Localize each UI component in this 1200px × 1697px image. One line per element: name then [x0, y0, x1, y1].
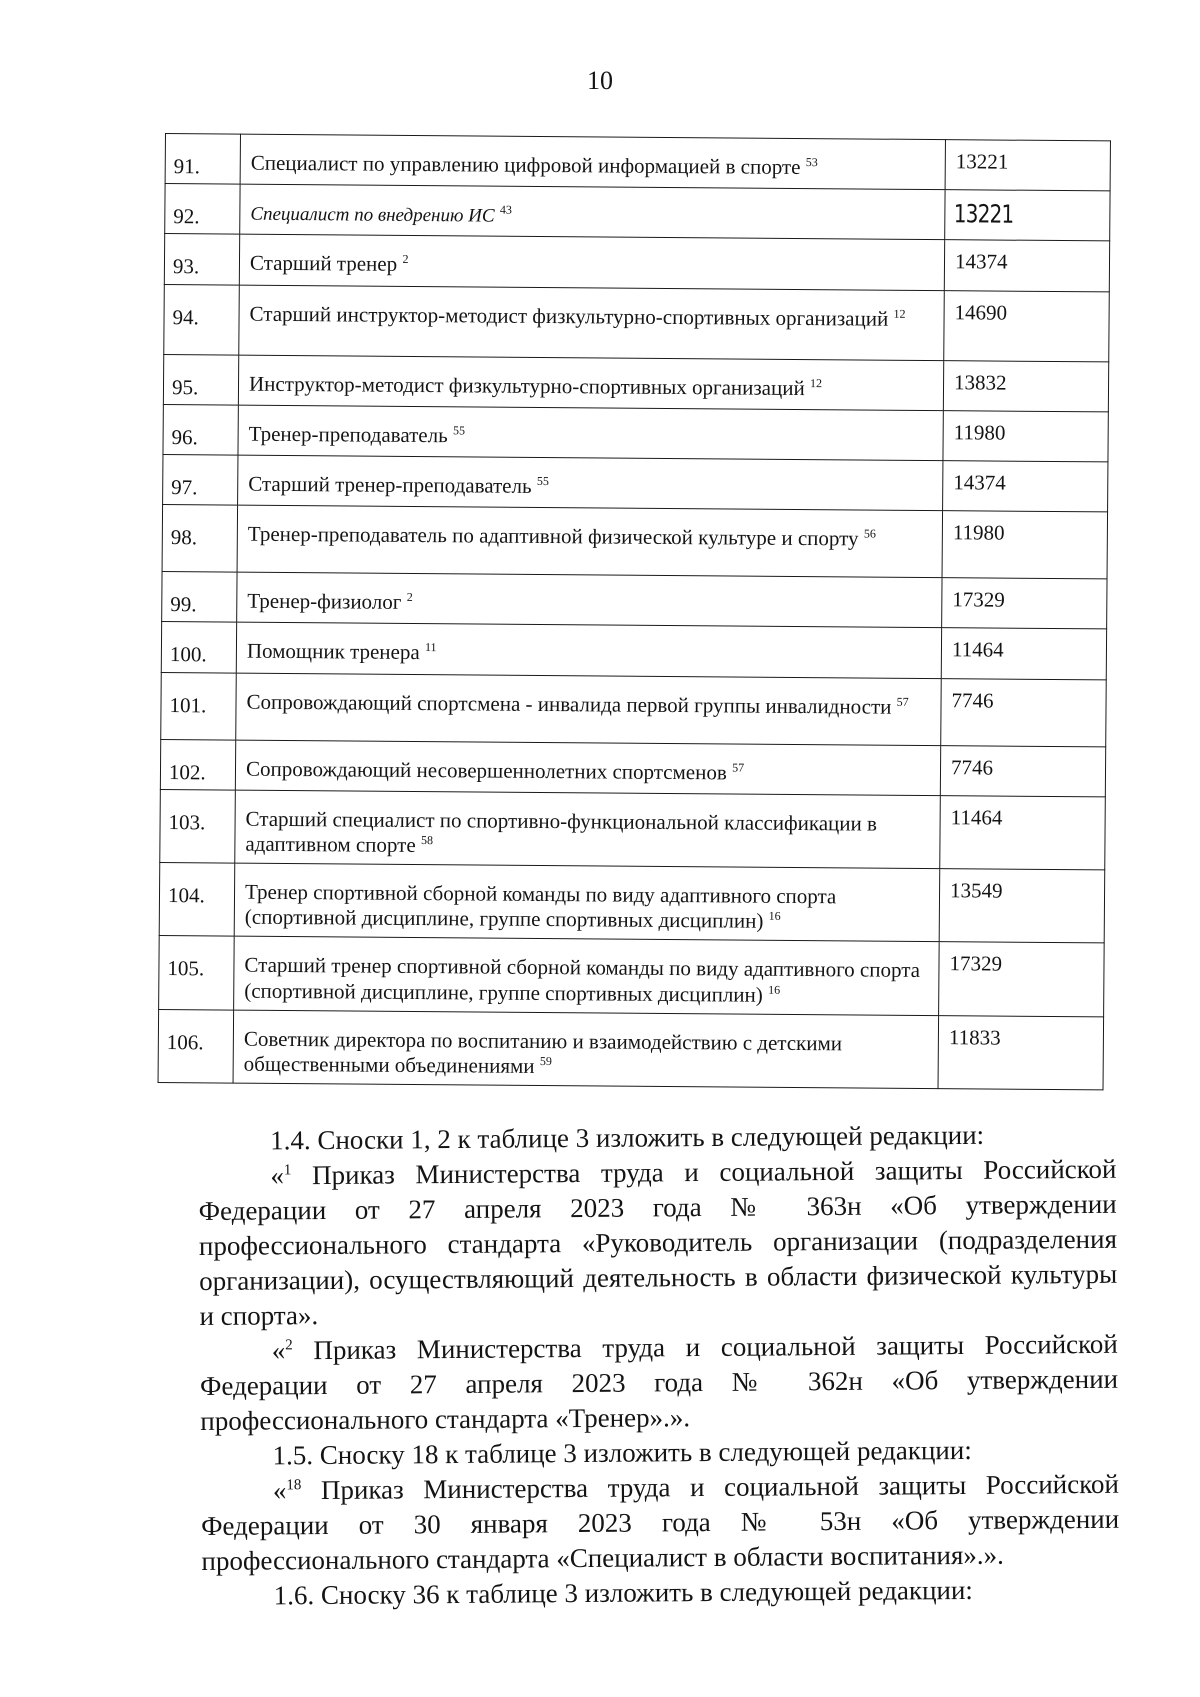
position-name: Тренер спортивной сборной команды по виду адаптивного спорта (спортивной дисциплине, группе спортивных дисциплин) $^{16}$	[234, 863, 940, 942]
rate-value: 17329	[939, 942, 1105, 1017]
footnote-ref: 12	[810, 375, 823, 390]
footnote-ref: 16	[768, 982, 781, 997]
row-number: 97.	[163, 454, 238, 505]
row-number: 104.	[159, 863, 235, 937]
row-number: 95.	[163, 354, 238, 405]
rate-value: 11464	[941, 628, 1106, 679]
footnote-ref: 55	[452, 423, 466, 438]
position-name: Тренер-преподаватель по адаптивной физической культуре и спорту $^{56}$	[237, 505, 943, 578]
row-number: 99.	[162, 572, 237, 623]
row-number: 100.	[161, 622, 236, 673]
position-name: Специалист по внедрению ИС $^{43}$	[240, 184, 945, 240]
row-number: 92.	[165, 184, 240, 235]
paragraph-1-6: 1.6. Сноску 36 к таблице 3 изложить в следующей редакции:	[273, 1574, 973, 1611]
table-row	[158, 1009, 1104, 1090]
row-number: 102.	[160, 739, 235, 790]
row-number: 94.	[164, 284, 240, 355]
footnote-ref: 12	[893, 306, 906, 321]
position-name: Помощник тренера $^{11}$	[236, 622, 941, 678]
paragraph-1-5: 1.5. Сноску 18 к таблице 3 изложить в следующей редакции:	[272, 1434, 972, 1471]
row-number: 101.	[161, 672, 237, 740]
table-row	[162, 505, 1107, 579]
table-row	[162, 572, 1107, 630]
row-number: 91.	[165, 134, 240, 185]
row-number: 98.	[162, 505, 238, 573]
footnote-ref: 59	[539, 1053, 552, 1069]
position-name: Сопровождающий несовершеннолетних спортсменов $^{57}$	[235, 740, 940, 796]
table-row	[163, 454, 1108, 512]
footnote-ref: 2	[406, 590, 413, 605]
footnote-ref: 55	[536, 473, 549, 488]
position-name: Сопровождающий спортсмена - инвалида первой группы инвалидности $^{57}$	[236, 673, 942, 746]
table-row	[160, 789, 1106, 870]
footnote-ref: 57	[732, 759, 745, 775]
rate-value: 13832	[943, 360, 1108, 411]
position-name: Специалист по управлению цифровой информацией в спорте $^{53}$	[240, 134, 945, 190]
rate-value: 14374	[943, 461, 1108, 512]
rate-value: 11464	[940, 795, 1106, 870]
table-row	[165, 134, 1110, 192]
paragraph-1-4: 1.4. Сноски 1, 2 к таблице 3 изложить в следующей редакции:	[270, 1119, 985, 1156]
position-name: Старший тренер $^2$	[239, 234, 944, 290]
position-name: Старший тренер спортивной сборной команды по виду адаптивного спорта (спортивной дисциплине, группе спортивных дисциплин) $^{16}$	[234, 937, 940, 1016]
page-number: 10	[587, 66, 613, 95]
table-row	[165, 184, 1110, 242]
rate-value: 7746	[940, 745, 1105, 796]
footnote-ref: 57	[896, 694, 909, 709]
footnote-2-text: «$^2$ Приказ Министерства труда и социальной защиты Российской Федерации от 27 апреля 2023 года № 362н «Об утверждении профессионального стандарта «Тренер».».	[199, 1328, 1119, 1436]
rate-value: 7746	[941, 678, 1107, 746]
position-name: Тренер-физиолог $^2$	[237, 572, 942, 628]
rate-value: 13549	[939, 869, 1105, 944]
footnote-ref: 43	[499, 202, 512, 217]
row-number: 105.	[159, 936, 235, 1010]
row-number: 96.	[163, 404, 238, 455]
footnote-ref: 11	[424, 640, 437, 655]
rate-value: 11980	[943, 410, 1108, 461]
position-name: Советник директора по воспитанию и взаимодействию с детскими общественными объединениями $^{59}$	[233, 1010, 939, 1089]
table-row	[159, 863, 1105, 944]
rate-value: 13221	[945, 140, 1110, 191]
position-name: Тренер-преподаватель $^{55}$	[238, 405, 943, 461]
rate-value: 14690	[944, 290, 1110, 361]
row-number: 106.	[158, 1009, 234, 1083]
table-row	[159, 936, 1105, 1017]
footnote-ref: 58	[420, 832, 434, 848]
table-row	[161, 622, 1106, 680]
rate-value: 17329	[942, 578, 1107, 629]
table-row	[164, 284, 1110, 361]
footnote-18-text: «$^{18}$ Приказ Министерства труда и социальной защиты Российской Федерации от 30 января 2023 года № 53н «Об утверждении профессионального стандарта «Специалист в области воспитания».».	[201, 1468, 1120, 1576]
staff-rates-table	[158, 133, 1111, 1091]
row-number: 103.	[160, 789, 236, 863]
rate-value: 11833	[938, 1015, 1104, 1090]
position-name: Инструктор-методист физкультурно-спортивных организаций $^{12}$	[238, 355, 943, 411]
footnote-ref: 53	[805, 155, 818, 170]
table-row	[164, 234, 1109, 292]
footnote-ref: 2	[402, 252, 409, 267]
rate-value-handwritten: 13221	[945, 190, 1077, 241]
position-name: Старший тренер-преподаватель $^{55}$	[238, 455, 943, 511]
footnote-ref: 56	[863, 526, 876, 541]
table-row	[161, 672, 1106, 746]
position-name: Старший инструктор-методист физкультурно-спортивных организаций $^{12}$	[239, 285, 945, 361]
table-row	[163, 404, 1108, 462]
table-row	[163, 354, 1108, 412]
footnote-1-text: «$^1$ Приказ Министерства труда и социальной защиты Российской Федерации от 27 апреля 2023 года № 363н «Об утверждении профессионального стандарта «Руководитель организации (подразделения организации), осуществляющий деятельность в области физической культуры и спорта».	[198, 1153, 1118, 1331]
row-number: 93.	[164, 234, 239, 285]
rate-value: 14374	[944, 240, 1109, 291]
position-name: Старший специалист по спортивно-функциональной классификации в адаптивном спорте $^{58}$	[235, 790, 941, 869]
amendment-text	[198, 1117, 1120, 1614]
rate-value: 11980	[942, 511, 1108, 579]
footnote-ref: 16	[768, 909, 781, 924]
table-row	[160, 739, 1105, 797]
